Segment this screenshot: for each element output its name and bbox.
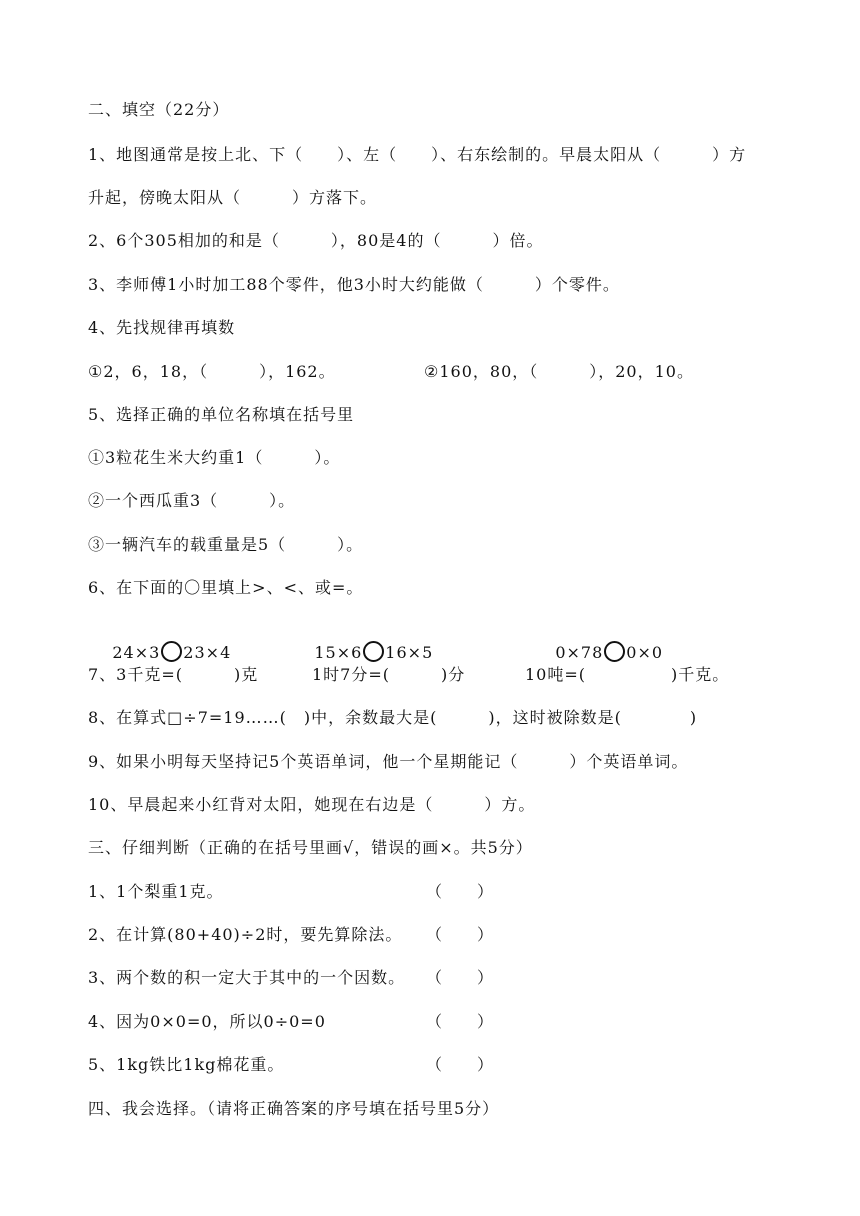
compare-circle-icon	[604, 641, 625, 662]
question-8: 8、在算式□÷7=19……( )中，余数最大是( )，这时被除数是( )	[88, 708, 698, 727]
question-5-part-a: ①3粒花生米大约重1（ ）。	[88, 448, 341, 467]
section-3-title: 三、仔细判断（正确的在括号里画√，错误的画×。共5分）	[88, 838, 533, 857]
judge-item-3: 3、两个数的积一定大于其中的一个因数。	[88, 968, 406, 987]
question-7-part-a: 7、3千克=( )克	[88, 665, 259, 684]
question-7-part-c: 10吨=( )千克。	[525, 665, 730, 684]
question-10: 10、早晨起来小红背对太阳，她现在右边是（ ）方。	[88, 795, 536, 814]
question-3: 3、李师傅1小时加工88个零件，他3小时大约能做（ ）个零件。	[88, 275, 620, 294]
question-4-part-a: ①2，6，18，（ ），162。	[88, 362, 336, 381]
question-5: 5、选择正确的单位名称填在括号里	[88, 405, 355, 424]
judge-item-2: 2、在计算(80+40)÷2时，要先算除法。	[88, 925, 403, 944]
compare-circle-icon	[161, 641, 182, 662]
judge-item-1: 1、1个梨重1克。	[88, 882, 224, 901]
compare-item-3-left: 0×78	[555, 643, 604, 662]
compare-item-1-left: 24×3	[112, 643, 161, 662]
compare-item-1-right: 23×4	[183, 643, 232, 662]
question-1-line-1: 1、地图通常是按上北、下（ ）、左（ ）、右东绘制的。早晨太阳从（ ）方	[88, 145, 747, 164]
question-7-part-b: 1时7分=( )分	[312, 665, 466, 684]
judge-item-5: 5、1kg铁比1kg棉花重。	[88, 1055, 285, 1074]
compare-circle-icon	[363, 641, 384, 662]
judge-item-4-blank: （ ）	[426, 1012, 495, 1031]
question-2: 2、6个305相加的和是（ ），80是4的（ ）倍。	[88, 231, 544, 250]
question-1-line-2: 升起，傍晚太阳从（ ）方落下。	[88, 188, 378, 207]
compare-item-2-left: 15×6	[314, 643, 363, 662]
question-6: 6、在下面的〇里填上>、<、或=。	[88, 578, 364, 597]
section-4-title: 四、我会选择。（请将正确答案的序号填在括号里5分）	[88, 1099, 500, 1118]
question-4-part-b: ②160，80，（ ），20，10。	[424, 362, 694, 381]
question-5-part-c: ③一辆汽车的载重量是5（ ）。	[88, 535, 364, 554]
section-2-title: 二、填空（22分）	[88, 100, 230, 119]
question-4: 4、先找规律再填数	[88, 318, 236, 337]
question-9: 9、如果小明每天坚持记5个英语单词，他一个星期能记（ ）个英语单词。	[88, 752, 689, 771]
compare-item-2-right: 16×5	[385, 643, 434, 662]
question-5-part-b: ②一个西瓜重3（ ）。	[88, 491, 296, 510]
compare-item-3-right: 0×0	[626, 643, 664, 662]
judge-item-4: 4、因为0×0=0，所以0÷0=0	[88, 1012, 326, 1031]
judge-item-3-blank: （ ）	[426, 968, 495, 987]
judge-item-5-blank: （ ）	[426, 1055, 495, 1074]
judge-item-1-blank: （ ）	[426, 882, 495, 901]
judge-item-2-blank: （ ）	[426, 925, 495, 944]
